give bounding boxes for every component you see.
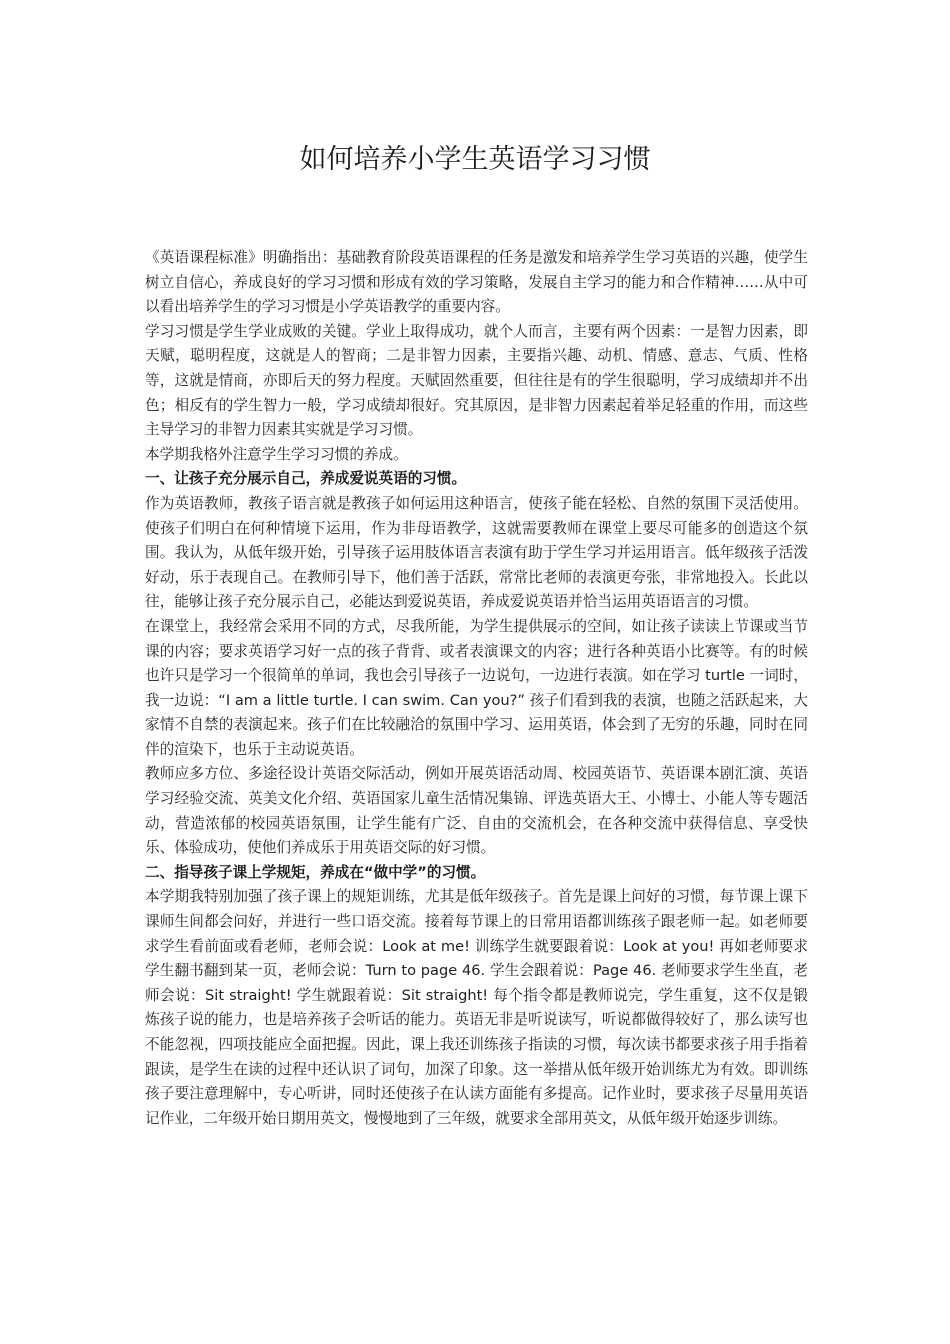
body-paragraph: 本学期我特别加强了孩子课上的规矩训练，尤其是低年级孩子。首先是课上问好的习惯，每节课上课下课师生间都会问好，并进行一些口语交流。接着每节课上的日常用语都训练孩子跟老师一起。如老师要求学生看前面或看老师，老师会说：Look at me! 训练学生就要跟着说：Look at you! 再如老师要求学生翻书翻到某一页，老师会说：Turn to page 46. 学生会跟着说：Page 46. 老师要求学生坐直，老师会说：Sit straight! 学生就跟着说：Sit straight! 每个指令都是教师说完，学生重复，这不仅是锻炼孩子说的能力，也是培养孩子会听话的能力。英语无非是听说读写，听说都做得较好了，那么读写也不能忽视，四项技能应全面把握。因此，课上我还训练孩子指读的习惯，每次读书都要求孩子用手指着跟读，是学生在读的过程中还认识了词句，加深了印象。这一举措从低年级开始训练尤为有效。即训练孩子要注意理解中，专心听讲，同时还使孩子在认读方面能有多提高。记作业时，要求孩子尽量用英语记作业，二年级开始日期用英文，慢慢地到了三年级，就要求全部用英文，从低年级开始逐步训练。 [145, 888, 808, 1127]
body-paragraph: 教师应多方位、多途径设计英语交际活动，例如开展英语活动周、校园英语节、英语课本剧汇演、英语学习经验交流、英美文化介绍、英语国家儿童生活情况集锦、评选英语大王、小博士、小能人等专题活动，营造浓郁的校园英语氛围，让学生能有广泛、自由的交流机会，在各种交流中获得信息、享受快乐、体验成功，使他们养成乐于用英语交际的好习惯。 [145, 765, 808, 857]
section-heading: 一、让孩子充分展示自己，养成爱说英语的习惯。 [145, 470, 467, 488]
section-heading: 二、指导孩子课上学规矩，养成在“做中学”的习惯。 [145, 863, 486, 881]
body-paragraph: 《英语课程标准》明确指出：基础教育阶段英语课程的任务是激发和培养学生学习英语的兴趣，使学生树立自信心，养成良好的学习习惯和形成有效的学习策略，发展自主学习的能力和合作精神……从中可以看出培养学生的学习习惯是小学英语教学的重要内容。 [145, 249, 808, 316]
body-paragraph: 本学期我格外注意学生学习习惯的养成。 [145, 445, 408, 463]
body-paragraph: 在课堂上，我经常会采用不同的方式，尽我所能，为学生提供展示的空间，如让孩子读读上节课或当节课的内容；要求英语学习好一点的孩子背背、或者表演课文的内容；进行各种英语小比赛等。有的时候也许只是学习一个很简单的单词，我也会引导孩子一边说句，一边进行表演。如在学习 turtle 一词时，我一边说：“I am a little turtle. I can swim. Can you?” 孩子们看到我的表演，也随之活跃起来，大家情不自禁的表演起来。孩子们在比较融洽的氛围中学习、运用英语，体会到了无穷的乐趣，同时在同伴的渲染下，也乐于主动说英语。 [145, 617, 808, 758]
body-paragraph: 学习习惯是学生学业成败的关键。学业上取得成功，就个人而言，主要有两个因素：一是智力因素，即天赋，聪明程度，这就是人的智商；二是非智力因素，主要指兴趣、动机、情感、意志、气质、性格等，这就是情商，亦即后天的努力程度。天赋固然重要，但往往是有的学生很聪明，学习成绩却并不出色；相反有的学生智力一般，学习成绩却很好。究其原因，是非智力因素起着举足轻重的作用，而这些主导学习的非智力因素其实就是学习习惯。 [145, 322, 808, 439]
body-paragraph: 作为英语教师，教孩子语言就是教孩子如何运用这种语言，使孩子能在轻松、自然的氛围下灵活使用。使孩子们明白在何种情境下运用，作为非母语教学，这就需要教师在课堂上要尽可能多的创造这个氛围。我认为，从低年级开始，引导孩子运用肢体语言表演有助于学生学习并运用语言。低年级孩子活泼好动，乐于表现自己。在教师引导下，他们善于活跃，常常比老师的表演更夸张，非常地投入。长此以往，能够让孩子充分展示自己，必能达到爱说英语，养成爱说英语并恰当运用英语语言的习惯。 [145, 494, 808, 611]
document-body [145, 246, 808, 1131]
document-title: 如何培养小学生英语学习习惯 [299, 144, 651, 175]
